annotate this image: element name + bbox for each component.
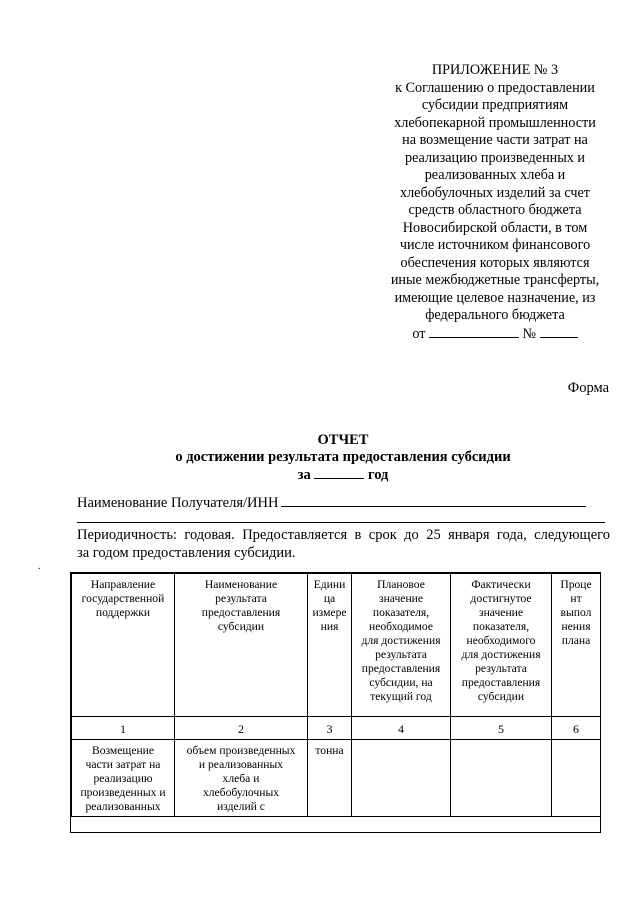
year-prefix: за: [297, 467, 311, 483]
cell-line: ца: [323, 592, 336, 605]
cell-line: Едини: [313, 578, 346, 591]
recipient-line: [77, 493, 586, 512]
cell-line: субсидии: [217, 620, 265, 633]
cell-line: ния: [320, 620, 339, 633]
appendix-line: обеспечения которых являются: [400, 254, 590, 271]
cell-line: выпол: [560, 606, 592, 619]
cell-line: изделий с: [217, 800, 265, 813]
cell-line: Проце: [560, 578, 592, 591]
appendix-block: [370, 62, 620, 343]
cell-line: субсидии: [477, 690, 525, 703]
periodicity-line-2: за годом предоставления субсидии.: [77, 545, 296, 561]
cell-line: Возмещение: [91, 744, 155, 757]
cell-line: значение: [379, 592, 423, 605]
appendix-line: хлебопекарной промышленности: [394, 114, 596, 131]
cell-line: государственной: [81, 592, 165, 605]
appendix-line: хлебобулочных изделий за счет: [400, 184, 590, 201]
cell-line: измере: [312, 606, 347, 619]
cell-line: результата: [215, 592, 267, 605]
appendix-line: числе источником финансового: [399, 237, 591, 253]
cell-line: поддержки: [95, 606, 151, 619]
cell-line: реализованных: [85, 800, 161, 813]
appendix-line: иные межбюджетные трансферты,: [390, 272, 600, 288]
cell-line: произведенных и: [80, 786, 166, 799]
cell-line: показателя,: [472, 620, 530, 633]
table-row-cell-4: [352, 740, 451, 817]
appendix-line: ПРИЛОЖЕНИЕ № 3: [431, 62, 559, 78]
appendix-line: субсидии предприятиям: [421, 97, 569, 113]
form-label: Форма: [567, 380, 609, 396]
table-row-cell-6: [552, 740, 601, 817]
periodicity-line-1: Периодичность: годовая. Предоставляется в срок до 25 января года, следующего: [77, 527, 610, 543]
cell-line: хлебобулочных: [202, 786, 280, 799]
table-header-row-cell-5: [451, 574, 552, 717]
table-row: [72, 740, 601, 817]
table-header-row-cell-3: [308, 574, 352, 717]
appendix-line: реализованных хлеба и: [424, 167, 566, 183]
table-number-row-cell-5: 5: [451, 717, 552, 740]
year-suffix: год: [367, 467, 389, 483]
cell-line: Направление: [90, 578, 156, 591]
appendix-line: Новосибирской области, в том: [402, 219, 588, 236]
report-table: [71, 573, 601, 817]
table-header-row: [72, 574, 601, 717]
cell-line: для достижения: [361, 634, 441, 647]
year-blank: [314, 466, 364, 479]
table-header-row-cell-1: [72, 574, 175, 717]
table-header-row-cell-6: [552, 574, 601, 717]
table-number-row-cell-4: 4: [352, 717, 451, 740]
number-label: №: [519, 325, 540, 342]
cell-line: значение: [479, 606, 523, 619]
periodicity-text: [77, 526, 610, 562]
cell-line: Фактически: [471, 578, 531, 591]
cell-line: результата: [475, 662, 527, 675]
cell-line: текущий год: [370, 690, 432, 703]
appendix-line: на возмещение части затрат на: [402, 132, 588, 148]
date-blank: [429, 325, 519, 338]
table-row-cell-3: [308, 740, 352, 817]
table-number-row: [72, 717, 601, 740]
table-number-row-cell-3: 3: [308, 717, 352, 740]
cell-line: предоставления: [361, 662, 441, 675]
cell-line: предоставления: [461, 676, 541, 689]
appendix-line: к Соглашению о предоставлении: [395, 79, 595, 96]
appendix-line: реализацию произведенных и: [404, 149, 586, 166]
cell-line: необходимое: [369, 620, 433, 633]
agreement-date-number-line: [370, 325, 620, 344]
recipient-second-rule: [77, 522, 605, 523]
report-subtitle: о достижении результата предоставления субсидии: [175, 449, 511, 465]
report-title: ОТЧЕТ: [317, 432, 369, 448]
from-label: от: [412, 325, 429, 342]
recipient-label: Наименование Получателя/ИНН: [77, 495, 279, 511]
cell-line: плана: [561, 634, 591, 647]
table-number-row-cell-2: 2: [175, 717, 308, 740]
table-header-row-cell-4: [352, 574, 451, 717]
cell-line: реализацию: [93, 772, 153, 785]
cell-line: необходимого: [466, 634, 536, 647]
cell-line: нт: [570, 592, 582, 605]
number-blank: [540, 325, 578, 338]
cell-line: Наименование: [204, 578, 278, 591]
cell-line: достигнутое: [470, 592, 532, 605]
table-number-row-cell-1: 1: [72, 717, 175, 740]
table-row-cell-1: [72, 740, 175, 817]
cell-line: тонна: [315, 744, 344, 757]
table-header-row-cell-2: [175, 574, 308, 717]
cell-line: объем произведенных: [186, 744, 296, 757]
cell-line: субсидии, на: [369, 676, 433, 689]
cell-line: хлеба и: [222, 772, 260, 785]
cell-line: части затрат на: [85, 758, 161, 771]
table-row-cell-5: [451, 740, 552, 817]
table-row-cell-2: [175, 740, 308, 817]
cell-line: для достижения: [461, 648, 541, 661]
margin-dot: .: [38, 561, 41, 572]
appendix-line: средств областного бюджета: [408, 202, 582, 218]
table-number-row-cell-6: 6: [552, 717, 601, 740]
cell-line: Плановое: [377, 578, 425, 591]
cell-line: показателя,: [372, 606, 430, 619]
cell-line: результата: [375, 648, 427, 661]
appendix-line: федерального бюджета: [425, 307, 565, 323]
appendix-line: имеющие целевое назначение, из: [394, 289, 596, 306]
report-year-line: [60, 466, 626, 484]
cell-line: и реализованных: [198, 758, 284, 771]
cell-line: нения: [561, 620, 591, 633]
cell-line: предоставления: [201, 606, 281, 619]
recipient-blank: [281, 493, 586, 507]
